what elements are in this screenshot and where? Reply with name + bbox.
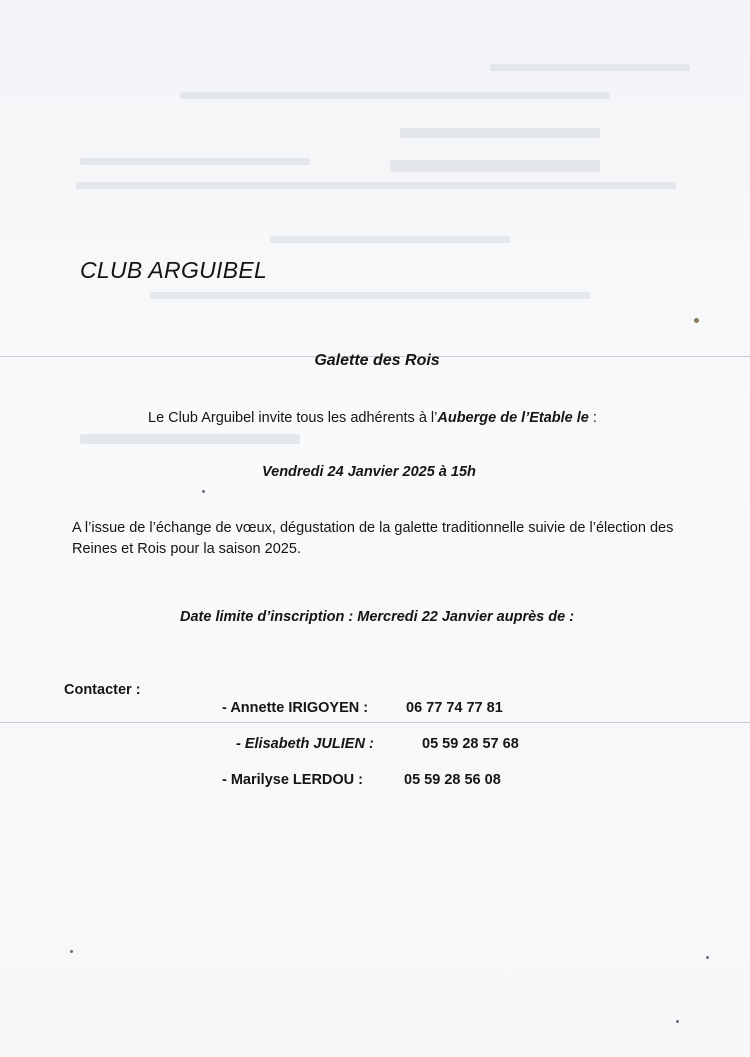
- contact-name: - Elisabeth JULIEN :: [236, 736, 374, 752]
- contact-phone: 05 59 28 56 08: [404, 772, 501, 788]
- invitation-venue: Auberge de l’Etable le: [437, 410, 589, 426]
- contact-phone: 05 59 28 57 68: [422, 736, 519, 752]
- bleed-through-mark: [80, 434, 300, 444]
- invitation-suffix: :: [588, 410, 597, 426]
- event-date: Vendredi 24 Janvier 2025 à 15h: [262, 464, 476, 480]
- event-heading: Galette des Rois: [314, 352, 440, 369]
- bleed-through-mark: [76, 182, 676, 189]
- speck: [676, 1020, 679, 1023]
- speck: [694, 318, 699, 323]
- bleed-through-mark: [180, 92, 610, 99]
- club-title: CLUB ARGUIBEL: [80, 257, 268, 283]
- invitation-line: [148, 410, 597, 426]
- contact-phone: 06 77 74 77 81: [406, 700, 503, 716]
- bleed-through-mark: [390, 160, 600, 172]
- invitation-prefix: Le Club Arguibel invite tous les adhérents à l’: [148, 410, 438, 426]
- fold-line: [0, 722, 750, 723]
- registration-deadline: Date limite d’inscription : Mercredi 22 Janvier auprès de :: [180, 609, 575, 625]
- bleed-through-mark: [400, 128, 600, 138]
- bleed-through-mark: [490, 64, 690, 71]
- contact-name: - Marilyse LERDOU :: [222, 772, 363, 788]
- bleed-through-mark: [270, 236, 510, 243]
- speck: [202, 490, 205, 493]
- bleed-through-mark: [80, 158, 310, 165]
- contact-label: Contacter :: [64, 682, 141, 698]
- bleed-through-mark: [150, 292, 590, 299]
- event-description: A l’issue de l’échange de vœux, dégustation de la galette traditionnelle suivie de l’élection des Reines et Rois pour la saison 2025.: [72, 520, 674, 557]
- contact-name: - Annette IRIGOYEN :: [222, 700, 369, 716]
- speck: [70, 950, 73, 953]
- speck: [706, 956, 709, 959]
